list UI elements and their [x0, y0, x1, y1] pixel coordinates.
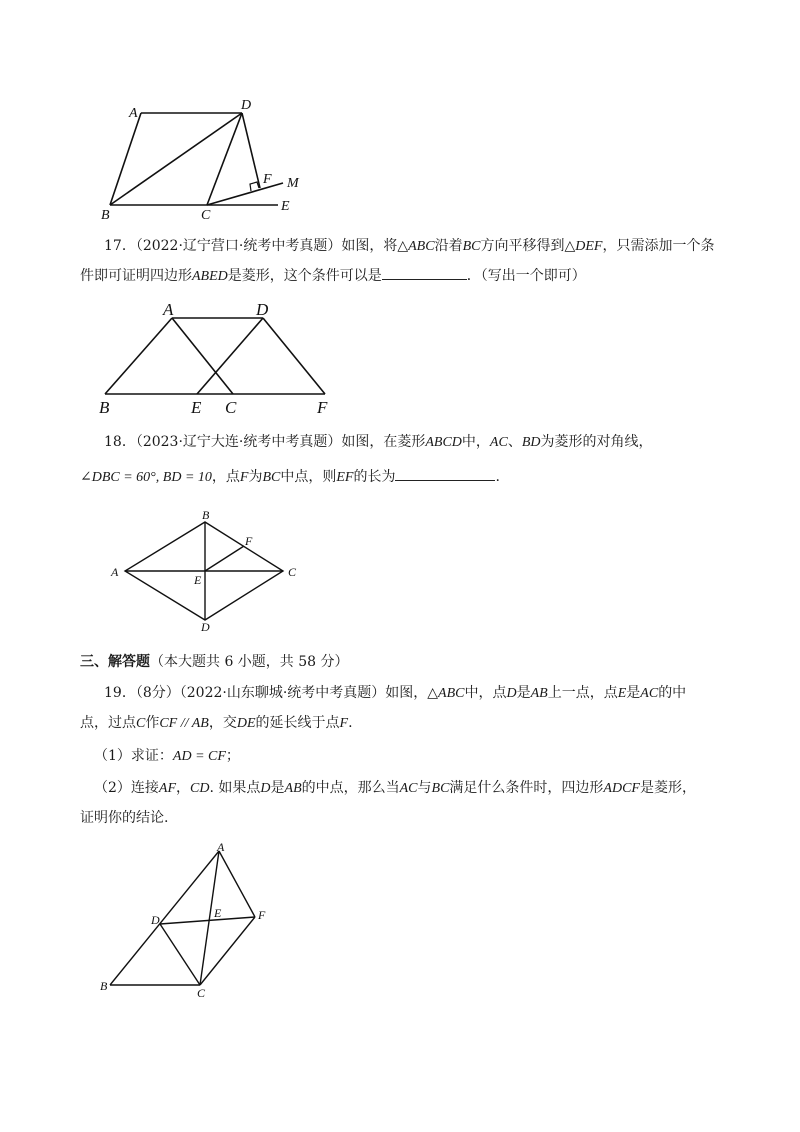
q18-ac: AC — [489, 435, 508, 450]
q18-text: 中， — [461, 434, 490, 450]
q18-condition: ∠DBC = 60°, BD = 10 — [80, 470, 212, 485]
q18-text: 为 — [248, 469, 263, 485]
q19-adcf: ADCF — [603, 781, 640, 796]
figure-rhombus — [105, 505, 315, 635]
fig4-label-f: F — [258, 908, 266, 922]
fig2-label-e: E — [191, 398, 202, 417]
q19-d: D — [506, 686, 517, 701]
q19-text: 的延长线于点 — [255, 715, 340, 731]
fig4-label-c: C — [197, 986, 206, 1000]
q18-text: 为菱形的对角线， — [540, 434, 653, 450]
q17-tri-def: △DEF — [564, 239, 603, 254]
fig3-label-d: D — [201, 620, 210, 634]
q19-line-3 — [80, 808, 168, 828]
q19-text: 中，点 — [464, 685, 507, 701]
q19-ac: AC — [640, 686, 659, 701]
q18-quad: ABCD — [425, 435, 462, 450]
q19-cd: CD — [190, 781, 210, 796]
q17-answer-blank[interactable] — [382, 265, 467, 280]
q19-score: （8分） — [135, 685, 180, 701]
q19-text: 是 — [626, 685, 641, 701]
q19-text: 点，过点 — [80, 715, 136, 731]
q19-line-1 — [104, 683, 686, 704]
q19-text: ，交 — [208, 715, 237, 731]
fig4-label-a: A — [217, 840, 225, 854]
q17-quad: ABED — [192, 269, 228, 284]
q19-ab: AB — [530, 686, 548, 701]
q18-text: ，点 — [211, 469, 240, 485]
figure-quadrilateral-adcf — [95, 840, 285, 1005]
q18-text: 如图，在菱形 — [341, 434, 426, 450]
q19-text: 证明你的结论. — [80, 810, 169, 826]
q17-line-1 — [104, 236, 714, 257]
q19-text: 是菱形， — [639, 780, 696, 796]
q18-source: （2023·辽宁大连·统考中考真题） — [135, 434, 342, 450]
fig1-label-a: A — [129, 106, 138, 121]
fig2-label-c: C — [225, 398, 237, 417]
q17-text: ，只需添加一个条 — [602, 238, 715, 254]
q17-tri-abc: △ABC — [397, 239, 435, 254]
q19-de: DE — [236, 716, 256, 731]
q19-tri-abc: △ABC — [427, 686, 465, 701]
q19-text: 是 — [270, 780, 285, 796]
q18-text: 中点，则 — [280, 469, 337, 485]
q19-text: 作 — [145, 715, 160, 731]
q18-bc: BC — [262, 470, 281, 485]
q18-bd: BD — [521, 435, 541, 450]
q18-line-1 — [104, 432, 652, 453]
q19-text: . — [348, 715, 353, 731]
q19-parallel: CF // AB — [159, 716, 209, 731]
q19-bc: BC — [431, 781, 450, 796]
q18-number: 18． — [104, 434, 136, 450]
q19-d: D — [260, 781, 271, 796]
q19-part-2 — [94, 778, 696, 799]
q17-text: 沿着 — [434, 238, 463, 254]
q17-text: 件即可证明四边形 — [80, 268, 192, 284]
q19-text: ； — [225, 748, 240, 764]
q17-text: 方向平移得到 — [480, 238, 565, 254]
q17-line-2 — [80, 265, 586, 287]
fig3-label-c: C — [288, 565, 297, 579]
q19-text: 上一点，点 — [547, 685, 618, 701]
fig1-label-b: B — [101, 208, 110, 220]
q19-af: AF — [158, 781, 177, 796]
q19-source: （2022·山东聊城·统考中考真题） — [179, 685, 386, 701]
q19-line-2 — [80, 713, 353, 734]
q19-text: 满足什么条件时，四边形 — [449, 780, 604, 796]
q17-text: 如图，将 — [341, 238, 398, 254]
fig3-label-f: F — [245, 534, 253, 548]
q18-answer-blank[interactable] — [395, 466, 495, 481]
figure-parallelogram — [95, 95, 315, 220]
q18-ef: EF — [336, 470, 354, 485]
q17-text: 是菱形，这个条件可以是 — [227, 268, 382, 284]
q17-bc: BC — [462, 239, 481, 254]
q19-text: 如图， — [385, 685, 428, 701]
q19-e: E — [617, 686, 627, 701]
section-desc: （本大题共 6 小题，共 58 分） — [150, 654, 349, 670]
q19-text: 的中 — [658, 685, 687, 701]
section-title: 三、解答题 — [80, 654, 150, 670]
q18-text: . — [495, 469, 500, 485]
q17-number: 17． — [104, 238, 136, 254]
q19-part-1 — [94, 746, 240, 767]
q18-text: 的长为 — [353, 469, 396, 485]
fig1-label-e: E — [281, 199, 290, 214]
fig4-label-d: D — [151, 913, 160, 927]
fig3-label-e: E — [194, 573, 202, 587]
figure-translation — [95, 298, 345, 418]
q19-text: 的中点，那么当 — [301, 780, 400, 796]
q18-line-2 — [80, 466, 500, 488]
q19-text: （2）连接 — [94, 780, 159, 796]
fig1-label-c: C — [201, 208, 211, 220]
fig2-label-a: A — [163, 300, 174, 319]
fig2-label-b: B — [99, 398, 110, 417]
fig3-label-a: A — [111, 565, 119, 579]
q19-ac: AC — [399, 781, 418, 796]
fig4-label-e: E — [214, 906, 222, 920]
q19-c: C — [136, 716, 146, 731]
q18-f: F — [239, 470, 249, 485]
fig4-label-b: B — [100, 979, 108, 993]
q19-equation: AD = CF — [172, 749, 226, 764]
q19-text: 与 — [417, 780, 432, 796]
fig3-label-b: B — [202, 508, 210, 522]
fig1-label-m: M — [287, 176, 299, 191]
fig1-label-f: F — [263, 172, 272, 187]
fig1-label-d: D — [241, 98, 252, 113]
q17-text: ．（写出一个即可） — [466, 268, 586, 284]
fig2-label-d: D — [256, 300, 269, 319]
q19-text: （1）求证： — [94, 748, 173, 764]
fig2-label-f: F — [317, 398, 328, 417]
q19-ab: AB — [284, 781, 302, 796]
q19-number: 19． — [104, 685, 136, 701]
q18-text: 、 — [507, 434, 522, 450]
q19-text: 是 — [516, 685, 531, 701]
q19-f: F — [339, 716, 349, 731]
q19-text: . 如果点 — [209, 780, 261, 796]
section-heading — [80, 652, 349, 672]
q19-text: ， — [176, 780, 191, 796]
q17-source: （2022·辽宁营口·统考中考真题） — [135, 238, 342, 254]
